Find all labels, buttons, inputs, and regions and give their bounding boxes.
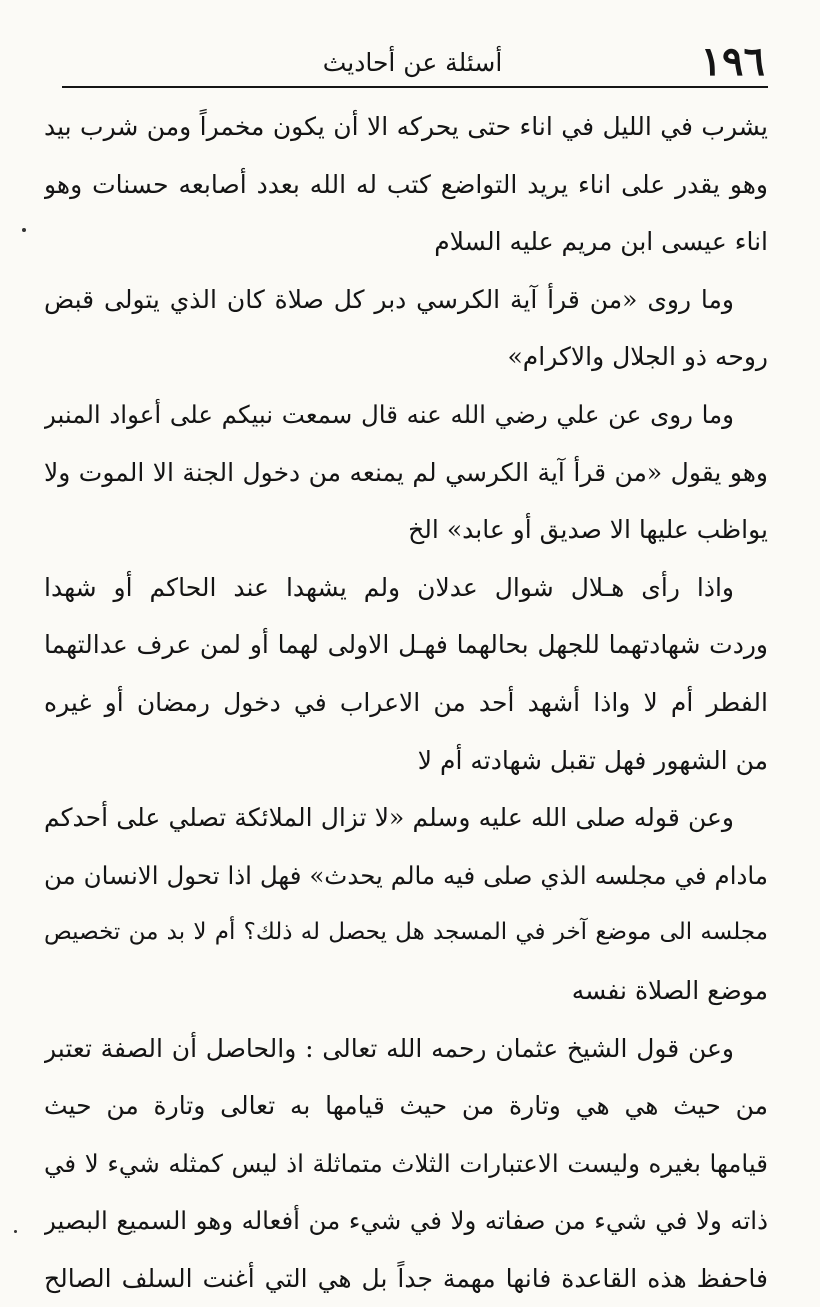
text-line: وما روى «من قرأ آية الكرسي دبر كل صلاة كان الذي يتولى قبض — [44, 271, 768, 329]
text-line: وما روى عن علي رضي الله عنه قال سمعت نبيكم على أعواد المنبر — [44, 386, 768, 444]
paragraph-5 — [44, 789, 768, 1019]
running-title: أسئلة عن أحاديث — [60, 48, 765, 78]
text-line: واذا رأى هـلال شوال عدلان ولم يشهدا عند الحاكم أو شهدا — [44, 559, 768, 617]
text-line: قيامها بغيره وليست الاعتبارات الثلاث متماثلة اذ ليس كمثله شيء لا في — [44, 1135, 768, 1193]
text-line: مادام في مجلسه الذي صلى فيه مالم يحدث» فهل اذا تحول الانسان من — [44, 847, 768, 905]
text-line: وعن قوله صلى الله عليه وسلم «لا تزال الملائكة تصلي على أحدكم — [44, 789, 768, 847]
text-line: يشرب في الليل في اناء حتى يحركه الا أن يكون مخمراً ومن شرب بيد — [44, 98, 768, 156]
text-line: من الشهور فهل تقبل شهادته أم لا — [44, 732, 768, 790]
page-header — [60, 36, 765, 88]
paragraph-4 — [44, 559, 768, 789]
text-line: وردت شهادتهما للجهل بحالهما فهـل الاولى لهما أو لمن عرف عدالتهما — [44, 616, 768, 674]
body-text — [44, 98, 768, 1238]
text-line: وعن قول الشيخ عثمان رحمه الله تعالى : والحاصل أن الصفة تعتبر — [44, 1020, 768, 1078]
text-line: يواظب عليها الا صديق أو عابد» الخ — [44, 501, 768, 559]
text-line: الفطر أم لا واذا أشهد أحد من الاعراب في دخول رمضان أو غيره — [44, 674, 768, 732]
header-rule — [62, 86, 768, 88]
ink-speck — [14, 1230, 17, 1233]
paragraph-6 — [44, 1020, 768, 1307]
page-number: ١٩٦ — [701, 40, 765, 84]
text-line: ذاته ولا في شيء من صفاته ولا في شيء من أفعاله وهو السميع البصير — [44, 1192, 768, 1250]
text-line: فاحفظ هذه القاعدة فانها مهمة جداً بل هي التي أغنت السلف الصالح — [44, 1250, 768, 1307]
ink-speck — [22, 228, 26, 232]
text-line: روحه ذو الجلال والاكرام» — [44, 328, 768, 386]
text-line: وهو يقدر على اناء يريد التواضع كتب له الله بعدد أصابعه حسنات وهو — [44, 156, 768, 214]
paragraph-3 — [44, 386, 768, 559]
paragraph-1 — [44, 98, 768, 271]
text-line: موضع الصلاة نفسه — [44, 962, 768, 1020]
text-line: مجلسه الى موضع آخر في المسجد هل يحصل له ذلك؟ أم لا بد من تخصيص — [44, 904, 768, 962]
text-line: وهو يقول «من قرأ آية الكرسي لم يمنعه من دخول الجنة الا الموت ولا — [44, 444, 768, 502]
text-line: اناء عيسى ابن مريم عليه السلام — [44, 213, 768, 271]
text-line: من حيث هي هي وتارة من حيث قيامها به تعالى وتارة من حيث — [44, 1077, 768, 1135]
paragraph-2 — [44, 271, 768, 386]
